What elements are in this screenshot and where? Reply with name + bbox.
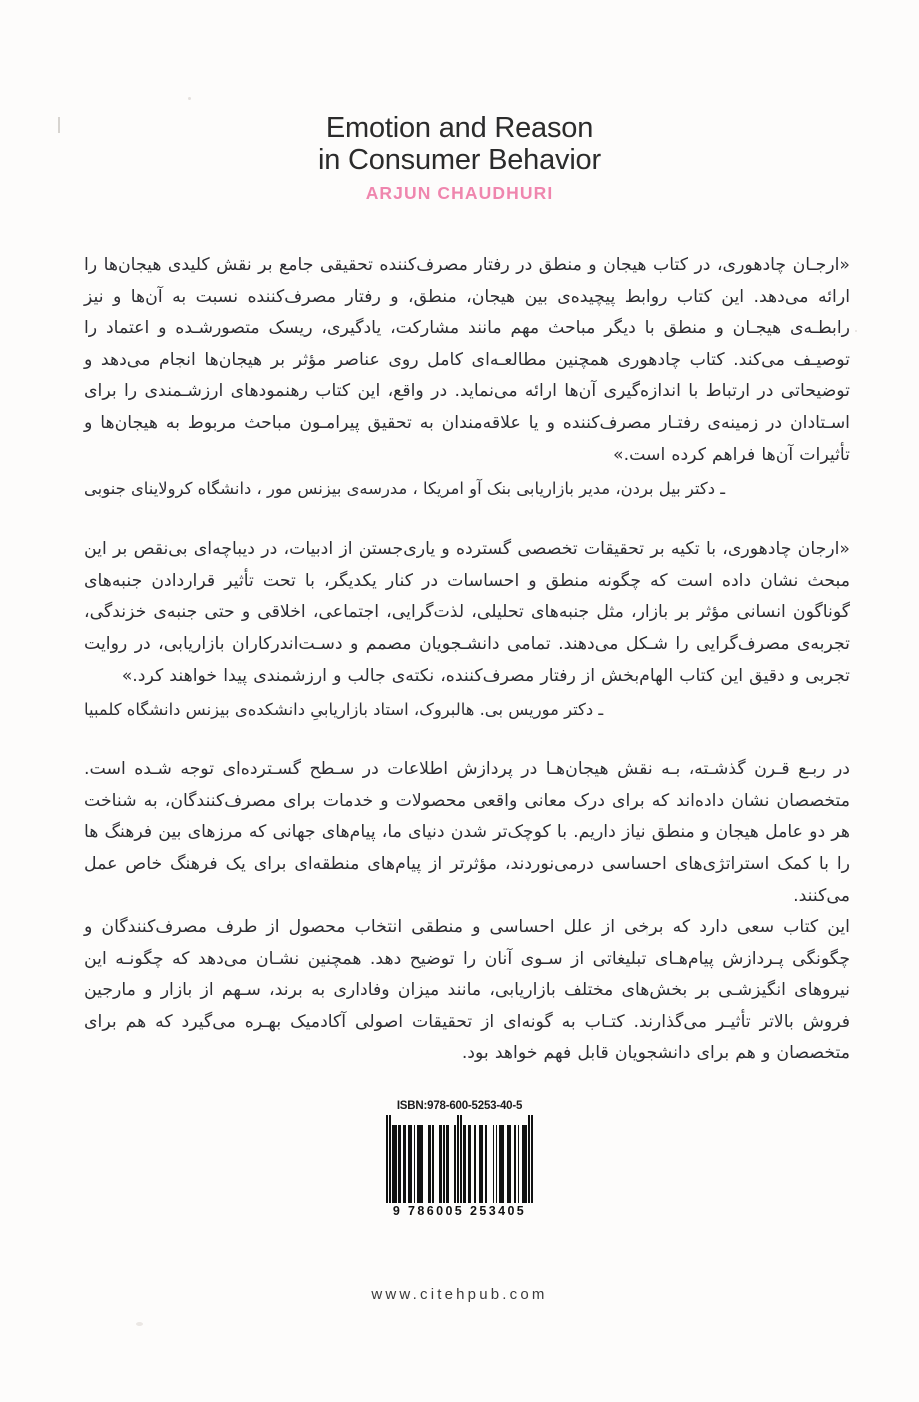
endorsement-quote-1: «ارجـان چادهوری، در کتاب هیجان و منطق در رفتار مصرف‌کننده تحقیقی جامع بر نقش کلیدی هیجان‌ها را ارائه می‌دهد. این کتاب روابط پیچیده‌ی بین هیجان، منطق، و رفتار مصرف‌کننده نسبت به آن‌ها و نیز رابطـه‌ی هیجـان و منطق با دیگر مباحث مهم مانند مشارکت، یادگیری، ریسک متصورشـده و اعتماد را توصیـف می‌کند. کتاب چادهوری همچنین مطالعـه‌ای کامل روی عناصر مؤثر بر هیجان‌ها انجام می‌دهد و توضیحاتی در ارتباط با اندازه‌گیری آن‌ها ارائه می‌نماید. در واقع، این کتاب رهنمودهای ارزشـمندی را برای اسـتادان در زمینه‌ی رفتـار مصرف‌کننده و یا علاقه‌مندان به تحقیق پیرامـون مباحث مربوط به هیجان‌ها و تأثیرات آن‌ها فراهم کرده است.» (84, 255, 850, 465)
endorsement-attribution-1: ـ دکتر بیل بردن، مدیر بازاریابی بنک آو امریکا ، مدرسه‌ی بیزنس مور ، دانشگاه کرولاینای جنوبی (84, 479, 726, 499)
barcode-area (0, 1100, 919, 1219)
back-cover-text (84, 250, 850, 1070)
barcode-bars (386, 1115, 533, 1203)
endorsement-attribution-2: ـ دکتر موریس بی. هالبروک، استاد بازاریابیِ دانشکده‌ی بیزنس دانشگاه کلمبیا (84, 700, 604, 720)
barcode-image (386, 1115, 533, 1218)
paper-speck (136, 1322, 143, 1326)
endorsement-quote-2: «ارجان چادهوری، با تکیه بر تحقیقات تخصصی گسترده و یاری‌جستن از ادبیات، در دیباچه‌ای بی‌نقص بر این مبحث نشان داده است که چگونه منطق و احساسات در کنار یکدیگر، با تحت تأثیر قراردادن جنبه‌های گوناگون انسانی مؤثر بر بازار، مثل جنبه‌های تحلیلی، لذت‌گرایی، اجتماعی، اخلاقی و حتی جنبه‌ی خزندگی، تجربه‌ی مصرف‌گرایی را شـکل می‌دهند. تمامی دانشـجویان مصمم و دسـت‌اندرکاران بازاریابی، در روایت تجربی و دقیق این کتاب الهام‌بخش از رفتار مصرف‌کننده، نکته‌ی جالب و ارزشمندی پیدا خواهند کرد.» (84, 539, 850, 686)
description-paragraph-1: در ربـع قـرن گذشـته، بـه نقش هیجان‌هـا در پردازش اطلاعات در سـطح گسـترده‌ای توجه شـده است. متخصصان نشان داده‌اند که برای درک معانی واقعی محصولات و خدمات برای مصرف‌کنندگان، به شناخت هر دو عامل هیجان و منطق نیاز داریم. با کوچک‌تر شدن دنیای ما، پیام‌های جهانی که مرزهای بین فرهنگ ها را با کمک استراتژی‌های احساسی درمی‌نوردند، مؤثرتر از پیام‌های منطقه‌ای برای یک فرهنگ خاص عمل می‌کنند. (84, 759, 850, 906)
spacer (84, 725, 850, 754)
book-title (0, 112, 919, 176)
description-paragraph-2: این کتاب سعی دارد که برخی از علل احساسی و منطقی انتخاب محصول از طرف مصرف‌کنندگان و چگونگی پـردازش پیام‌هـای تبلیغاتی از سـوی آنان را توضیح دهد. همچنین نشـان می‌دهد که چگونـه این نیروهای انگیزشـی بر بخش‌های مختلف بازاریابی، مانند میزان وفاداری به برند، سـهم از بازار و مارجین فروش بالاتر تأثیـر می‌گذارند. کتـاب به گونه‌ای از تحقیقات اصولی آکادمیک بهـره می‌گیرد که هم برای متخصصان و هم برای دانشجویان قابل فهم خواهد بود. (84, 917, 850, 1064)
paper-speck (188, 97, 191, 100)
book-title-line-1: Emotion and Reason (325, 112, 594, 144)
spacer (84, 504, 850, 534)
book-title-line-2: in Consumer Behavior (318, 144, 601, 176)
author-name: ARJUN CHAUDHURI (365, 183, 554, 203)
paper-speck (855, 330, 857, 332)
barcode-digits: 9 786005 253405 (392, 1204, 527, 1218)
isbn-label: ISBN:978-600-5253-40-5 (396, 1100, 523, 1112)
title-block (0, 112, 919, 204)
publisher-website: www.citehpub.com (371, 1286, 548, 1303)
